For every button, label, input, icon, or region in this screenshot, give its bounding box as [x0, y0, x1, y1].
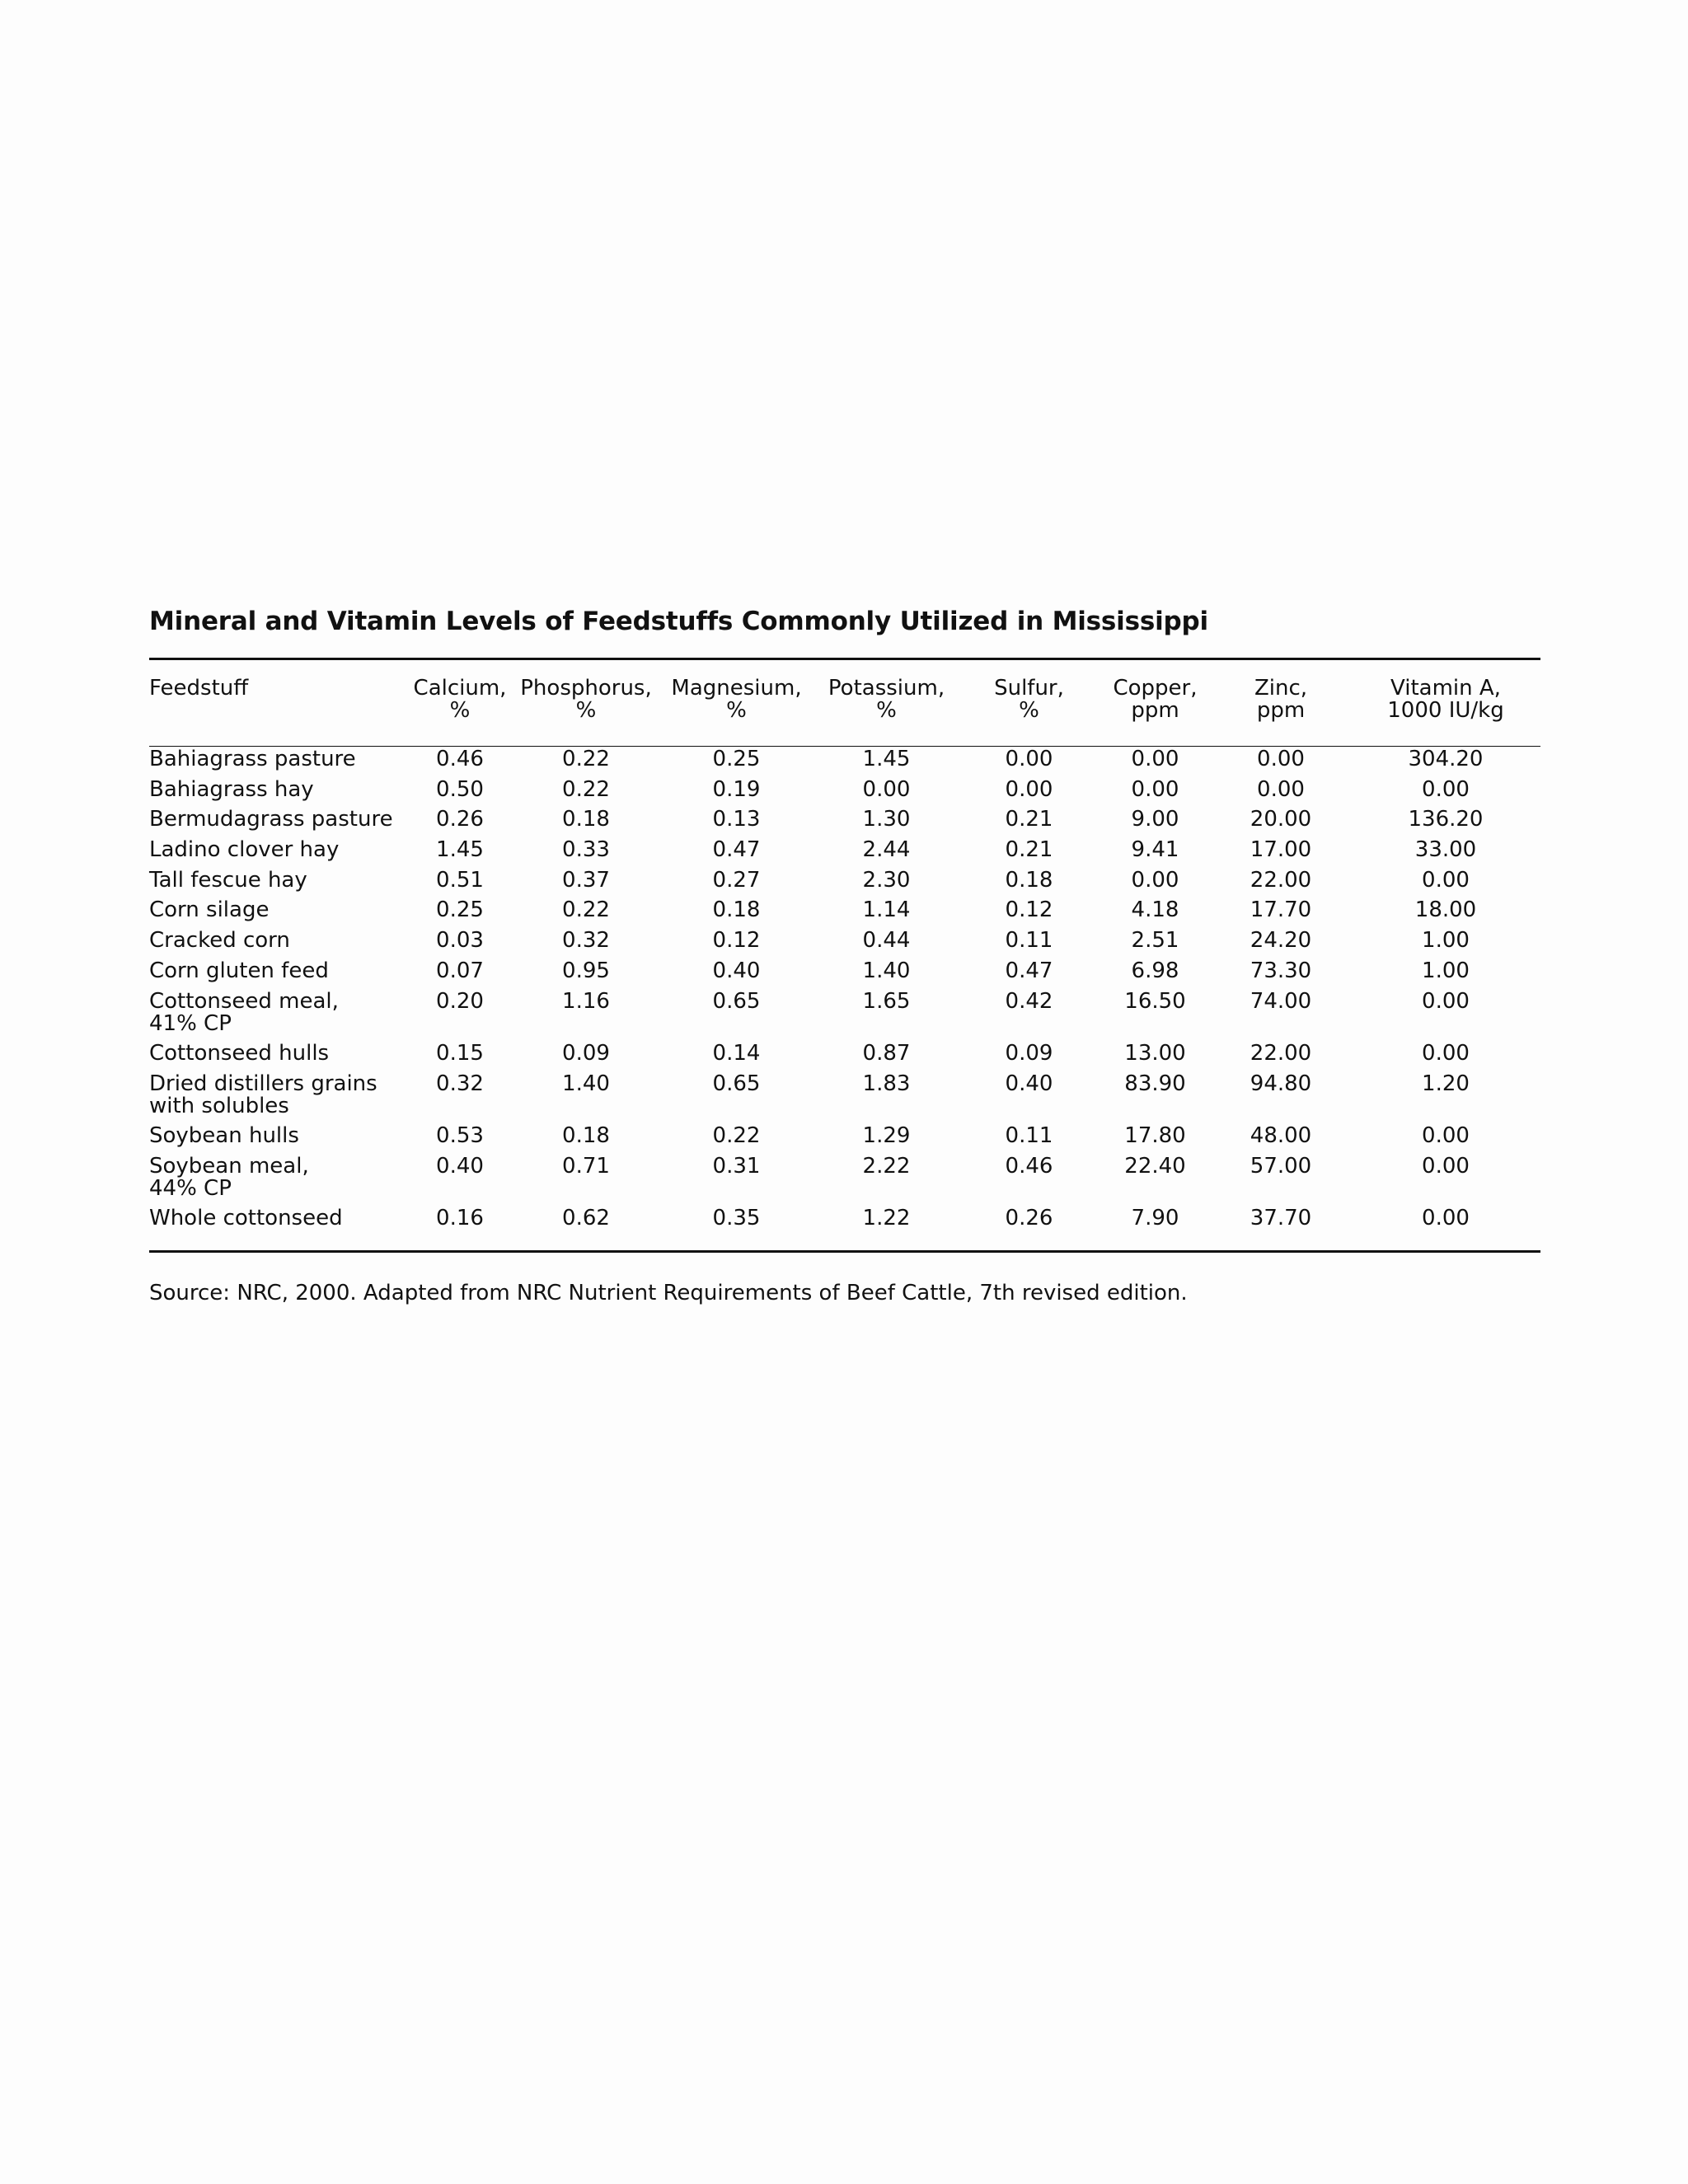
- value-cell: 1.45: [436, 837, 484, 863]
- feedstuff-name: Cracked corn: [149, 928, 290, 954]
- value-cell: 0.07: [436, 958, 484, 983]
- feedstuff-name: Bahiagrass hay: [149, 776, 314, 802]
- feedstuff-name: Tall fescue hay: [149, 867, 307, 893]
- column-header-feedstuff: [149, 677, 406, 748]
- value-cell: 0.40: [712, 958, 761, 983]
- value-cell: 22.00: [1250, 1041, 1312, 1066]
- value-cell: 0.22: [712, 1123, 761, 1149]
- value-cell: 9.00: [1131, 807, 1179, 832]
- value-cell: 0.18: [562, 807, 610, 832]
- value-cell: 24.20: [1250, 928, 1312, 954]
- value-cell: 0.42: [1005, 988, 1053, 1014]
- table-row: [149, 1125, 1540, 1155]
- column-header-unit: ppm: [1256, 698, 1306, 723]
- value-cell: 1.16: [562, 988, 610, 1014]
- value-cell: 0.22: [562, 747, 610, 771]
- column-header-zinc: [1211, 677, 1351, 748]
- value-cell: 17.00: [1250, 837, 1312, 863]
- value-cell: 0.95: [562, 958, 610, 983]
- feedstuff-name: Ladino clover hay: [149, 837, 340, 863]
- feedstuff-name: Cottonseed meal,: [149, 988, 339, 1014]
- feedstuff-name: 41% CP: [149, 1010, 232, 1036]
- value-cell: 0.15: [436, 1041, 484, 1066]
- table-body: [149, 748, 1540, 1238]
- column-header-line: Vitamin A,: [1390, 676, 1501, 701]
- value-cell: 0.00: [1131, 776, 1179, 802]
- value-cell: 0.22: [562, 776, 610, 802]
- value-cell: 0.00: [862, 776, 911, 802]
- value-cell: 0.37: [562, 867, 610, 893]
- value-cell: 17.70: [1250, 898, 1312, 923]
- value-cell: 0.47: [1005, 958, 1053, 983]
- value-cell: 0.09: [562, 1041, 610, 1066]
- column-header-unit: %: [1019, 698, 1039, 723]
- feedstuff-name-cell: [149, 869, 406, 900]
- value-cell: 2.22: [862, 1153, 911, 1179]
- table-row: [149, 1043, 1540, 1073]
- value-cell: 0.31: [712, 1153, 761, 1179]
- value-cell: 0.22: [562, 898, 610, 923]
- value-cell: 0.27: [712, 867, 761, 893]
- feedstuff-name-cell: [149, 899, 406, 930]
- feedstuff-name-cell: [149, 748, 406, 779]
- feedstuff-name: Bahiagrass pasture: [149, 747, 356, 771]
- top-rule: [149, 658, 1540, 660]
- value-cell: 2.51: [1131, 928, 1179, 954]
- table-row: [149, 960, 1540, 991]
- value-cell: 1.40: [562, 1071, 610, 1096]
- value-cell: 136.20: [1408, 807, 1484, 832]
- value-cell: 13.00: [1124, 1041, 1186, 1066]
- value-cell: 0.26: [1005, 1206, 1053, 1231]
- column-header-phosphorus: [513, 677, 659, 748]
- value-cell: 0.62: [562, 1206, 610, 1231]
- value-cell: 48.00: [1250, 1123, 1312, 1149]
- feedstuff-table: [149, 677, 1540, 1238]
- value-cell: 16.50: [1124, 988, 1186, 1014]
- value-cell: 0.20: [436, 988, 484, 1014]
- value-cell: 0.11: [1005, 928, 1053, 954]
- table-row: [149, 869, 1540, 900]
- feedstuff-name: Cottonseed hulls: [149, 1041, 330, 1066]
- value-cell: 0.00: [1131, 747, 1179, 771]
- value-cell: 0.00: [1005, 747, 1053, 771]
- feedstuff-name-cell: [149, 1125, 406, 1155]
- value-cell: 0.12: [712, 928, 761, 954]
- value-cell: 0.00: [1422, 988, 1470, 1014]
- value-cell: 0.47: [712, 837, 761, 863]
- feedstuff-name: 44% CP: [149, 1175, 232, 1201]
- value-cell: 1.00: [1422, 958, 1470, 983]
- value-cell: 57.00: [1250, 1153, 1312, 1179]
- value-cell: 0.44: [862, 928, 911, 954]
- value-cell: 0.00: [1257, 747, 1305, 771]
- column-header-line: Copper,: [1113, 676, 1198, 701]
- column-header-unit: 1000 IU/kg: [1387, 698, 1504, 723]
- value-cell: 6.98: [1131, 958, 1179, 983]
- value-cell: 0.19: [712, 776, 761, 802]
- column-header-sulfur: [959, 677, 1100, 748]
- value-cell: 22.00: [1250, 867, 1312, 893]
- header-row: [149, 677, 1540, 748]
- value-cell: 0.40: [1005, 1071, 1053, 1096]
- value-cell: 0.33: [562, 837, 610, 863]
- value-cell: 1.65: [862, 988, 911, 1014]
- value-cell: 0.51: [436, 867, 484, 893]
- value-cell: 4.18: [1131, 898, 1179, 923]
- table-row: [149, 748, 1540, 779]
- value-cell: 1.83: [862, 1071, 911, 1096]
- value-cell: 9.41: [1131, 837, 1179, 863]
- value-cell: 22.40: [1124, 1153, 1186, 1179]
- bottom-rule: [149, 1250, 1540, 1253]
- value-cell: 0.32: [436, 1071, 484, 1096]
- value-cell: 0.87: [862, 1041, 911, 1066]
- value-cell: 1.22: [862, 1206, 911, 1231]
- column-header-line: Phosphorus,: [520, 676, 652, 701]
- value-cell: 0.25: [712, 747, 761, 771]
- column-header-potassium: [814, 677, 959, 748]
- table-row: [149, 779, 1540, 809]
- value-cell: 1.20: [1422, 1071, 1470, 1096]
- feedstuff-name-cell: [149, 776, 406, 809]
- feedstuff-name: Dried distillers grains: [149, 1071, 377, 1096]
- feedstuff-name-cell: [149, 1043, 406, 1073]
- value-cell: 0.00: [1005, 776, 1053, 802]
- table-row: [149, 1073, 1540, 1126]
- value-cell: 0.40: [436, 1153, 484, 1179]
- value-cell: 0.53: [436, 1123, 484, 1149]
- column-header-line: Sulfur,: [994, 676, 1064, 701]
- value-cell: 1.45: [862, 747, 911, 771]
- value-cell: 0.18: [1005, 867, 1053, 893]
- value-cell: 0.00: [1422, 1123, 1470, 1149]
- value-cell: 0.00: [1422, 867, 1470, 893]
- table-row: [149, 1155, 1540, 1208]
- value-cell: 0.18: [562, 1123, 610, 1149]
- feedstuff-name: with solubles: [149, 1093, 289, 1118]
- value-cell: 0.00: [1422, 1041, 1470, 1066]
- feedstuff-name-cell: [149, 1073, 406, 1126]
- column-header-copper: [1100, 677, 1211, 748]
- feedstuff-name: Corn gluten feed: [149, 958, 329, 983]
- table-row: [149, 991, 1540, 1043]
- value-cell: 0.13: [712, 807, 761, 832]
- value-cell: 0.46: [436, 747, 484, 771]
- source-note: Source: NRC, 2000. Adapted from NRC Nutrient Requirements of Beef Cattle, 7th revised edition.: [149, 1281, 1188, 1305]
- table-row: [149, 899, 1540, 930]
- feedstuff-name: Soybean hulls: [149, 1123, 299, 1149]
- value-cell: 0.11: [1005, 1123, 1053, 1149]
- value-cell: 0.35: [712, 1206, 761, 1231]
- feedstuff-name-cell: [149, 930, 406, 960]
- value-cell: 1.40: [862, 958, 911, 983]
- column-header-line: Feedstuff: [149, 676, 249, 701]
- table-title: Mineral and Vitamin Levels of Feedstuffs Commonly Utilized in Mississippi: [149, 607, 1208, 636]
- value-cell: 33.00: [1414, 837, 1477, 863]
- value-cell: 73.30: [1250, 958, 1312, 983]
- value-cell: 0.25: [436, 898, 484, 923]
- value-cell: 0.12: [1005, 898, 1053, 923]
- feedstuff-name-cell: [149, 808, 406, 839]
- feedstuff-name: Whole cottonseed: [149, 1206, 343, 1231]
- value-cell: 0.71: [562, 1153, 610, 1179]
- column-header-unit: %: [575, 698, 597, 723]
- value-cell: 1.30: [862, 807, 911, 832]
- column-header-line: Potassium,: [828, 676, 945, 701]
- value-cell: 17.80: [1124, 1123, 1186, 1149]
- value-cell: 0.46: [1005, 1153, 1053, 1179]
- column-header-vitamin-a: [1351, 677, 1540, 748]
- feedstuff-name-cell: [149, 960, 406, 991]
- value-cell: 304.20: [1408, 747, 1484, 771]
- value-cell: 0.50: [436, 776, 484, 802]
- value-cell: 0.00: [1131, 867, 1179, 893]
- value-cell: 37.70: [1250, 1206, 1312, 1231]
- value-cell: 0.26: [436, 807, 484, 832]
- feedstuff-name-cell: [149, 1207, 406, 1238]
- column-header-unit: %: [726, 698, 747, 723]
- feedstuff-name: Bermudagrass pasture: [149, 807, 393, 832]
- value-cell: 0.65: [712, 988, 761, 1014]
- value-cell: 1.14: [862, 898, 911, 923]
- column-header-magnesium: [659, 677, 814, 748]
- value-cell: 0.00: [1422, 1206, 1470, 1231]
- feedstuff-name: Soybean meal,: [149, 1153, 309, 1179]
- value-cell: 20.00: [1250, 807, 1312, 832]
- value-cell: 0.00: [1422, 1153, 1470, 1179]
- column-header-line: Calcium,: [413, 676, 507, 701]
- table-row: [149, 930, 1540, 960]
- value-cell: 0.09: [1005, 1041, 1053, 1066]
- value-cell: 94.80: [1250, 1071, 1312, 1096]
- value-cell: 1.29: [862, 1123, 911, 1149]
- value-cell: 0.14: [712, 1041, 761, 1066]
- value-cell: 7.90: [1131, 1206, 1179, 1231]
- value-cell: 0.18: [712, 898, 761, 923]
- feedstuff-name-cell: [149, 988, 406, 1043]
- column-header-line: Magnesium,: [671, 676, 802, 701]
- column-header-line: Zinc,: [1254, 676, 1308, 701]
- feedstuff-name: Corn silage: [149, 898, 270, 923]
- column-header-calcium: [406, 677, 513, 748]
- value-cell: 18.00: [1414, 898, 1477, 923]
- value-cell: 0.65: [712, 1071, 761, 1096]
- table-row: [149, 839, 1540, 869]
- value-cell: 1.00: [1422, 928, 1470, 954]
- value-cell: 0.21: [1005, 837, 1053, 863]
- feedstuff-name-cell: [149, 1155, 406, 1208]
- feedstuff-name-cell: [149, 839, 406, 869]
- column-header-unit: ppm: [1131, 698, 1179, 723]
- table-row: [149, 808, 1540, 839]
- value-cell: 0.21: [1005, 807, 1053, 832]
- value-cell: 0.00: [1422, 776, 1470, 802]
- value-cell: 0.16: [436, 1206, 484, 1231]
- value-cell: 83.90: [1124, 1071, 1186, 1096]
- column-header-unit: %: [876, 698, 897, 723]
- value-cell: 2.30: [862, 867, 911, 893]
- value-cell: 0.00: [1257, 776, 1305, 802]
- value-cell: 2.44: [862, 837, 911, 863]
- value-cell: 74.00: [1250, 988, 1312, 1014]
- column-header-unit: %: [449, 698, 471, 723]
- value-cell: 0.03: [436, 928, 484, 954]
- value-cell: 0.32: [562, 928, 610, 954]
- table-row: [149, 1207, 1540, 1238]
